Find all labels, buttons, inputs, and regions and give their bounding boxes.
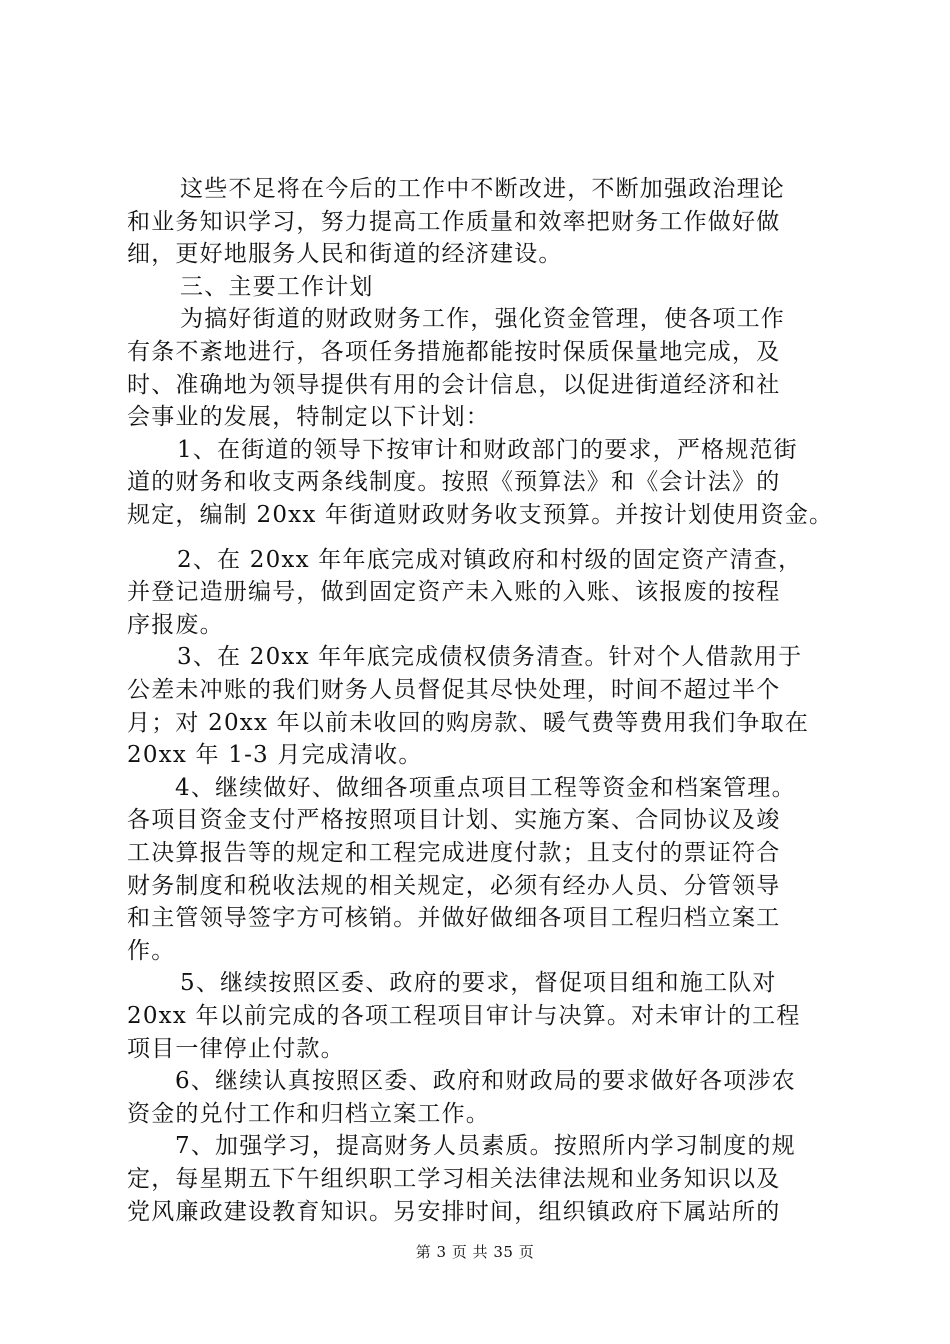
section-heading: 三、主要工作计划 xyxy=(180,274,374,300)
text-line: 这些不足将在今后的工作中不断改进，不断加强政治理论 xyxy=(180,176,785,202)
text-line: 6、继续认真按照区委、政府和财政局的要求做好各项涉农 xyxy=(175,1068,796,1094)
text-line: 项目一律停止付款。 xyxy=(127,1036,345,1062)
text-line: 规定，编制 20xx 年街道财政财务收支预算。并按计划使用资金。 xyxy=(127,502,834,528)
text-line: 和主管领导签字方可核销。并做好做细各项目工程归档立案工 xyxy=(127,905,781,931)
text-line: 会事业的发展，特制定以下计划： xyxy=(127,404,490,430)
text-line: 20xx 年 1-3 月完成清收。 xyxy=(127,742,423,768)
text-line: 序报废。 xyxy=(127,612,224,638)
text-line: 有条不紊地进行，各项任务措施都能按时保质保量地完成，及 xyxy=(127,339,781,365)
text-line: 公差未冲账的我们财务人员督促其尽快处理，时间不超过半个 xyxy=(127,677,781,703)
text-line: 2、在 20xx 年年底完成对镇政府和村级的固定资产清查， xyxy=(177,547,803,573)
text-line: 20xx 年以前完成的各项工程项目审计与决算。对未审计的工程 xyxy=(127,1003,801,1029)
text-line: 细，更好地服务人民和街道的经济建设。 xyxy=(127,241,563,267)
text-line: 党风廉政建设教育知识。另安排时间，组织镇政府下属站所的 xyxy=(127,1199,781,1225)
text-line: 定，每星期五下午组织职工学习相关法律法规和业务知识以及 xyxy=(127,1166,781,1192)
text-line: 3、在 20xx 年年底完成债权债务清查。针对个人借款用于 xyxy=(177,644,803,670)
text-line: 资金的兑付工作和归档立案工作。 xyxy=(127,1101,490,1127)
text-line: 7、加强学习，提高财务人员素质。按照所内学习制度的规 xyxy=(175,1133,796,1159)
text-line: 月；对 20xx 年以前未收回的购房款、暖气费等费用我们争取在 xyxy=(127,710,810,736)
text-line: 4、继续做好、做细各项重点项目工程等资金和档案管理。 xyxy=(175,775,796,801)
text-line: 道的财务和收支两条线制度。按照《预算法》和《会计法》的 xyxy=(127,469,781,495)
text-line: 为搞好街道的财政财务工作，强化资金管理，使各项工作 xyxy=(180,306,785,332)
text-line: 并登记造册编号，做到固定资产未入账的入账、该报废的按程 xyxy=(127,579,781,605)
text-line: 财务制度和税收法规的相关规定，必须有经办人员、分管领导 xyxy=(127,873,781,899)
text-line: 1、在街道的领导下按审计和财政部门的要求，严格规范街 xyxy=(177,437,798,463)
text-line: 工决算报告等的规定和工程完成进度付款；且支付的票证符合 xyxy=(127,840,781,866)
text-line: 作。 xyxy=(127,938,176,964)
text-line: 和业务知识学习，努力提高工作质量和效率把财务工作做好做 xyxy=(127,209,781,235)
text-line: 5、继续按照区委、政府的要求，督促项目组和施工队对 xyxy=(180,970,777,996)
text-line: 时、准确地为领导提供有用的会计信息，以促进街道经济和社 xyxy=(127,372,781,398)
text-line: 各项目资金支付严格按照项目计划、实施方案、合同协议及竣 xyxy=(127,807,781,833)
page-footer: 第 3 页 共 35 页 xyxy=(415,1243,535,1261)
